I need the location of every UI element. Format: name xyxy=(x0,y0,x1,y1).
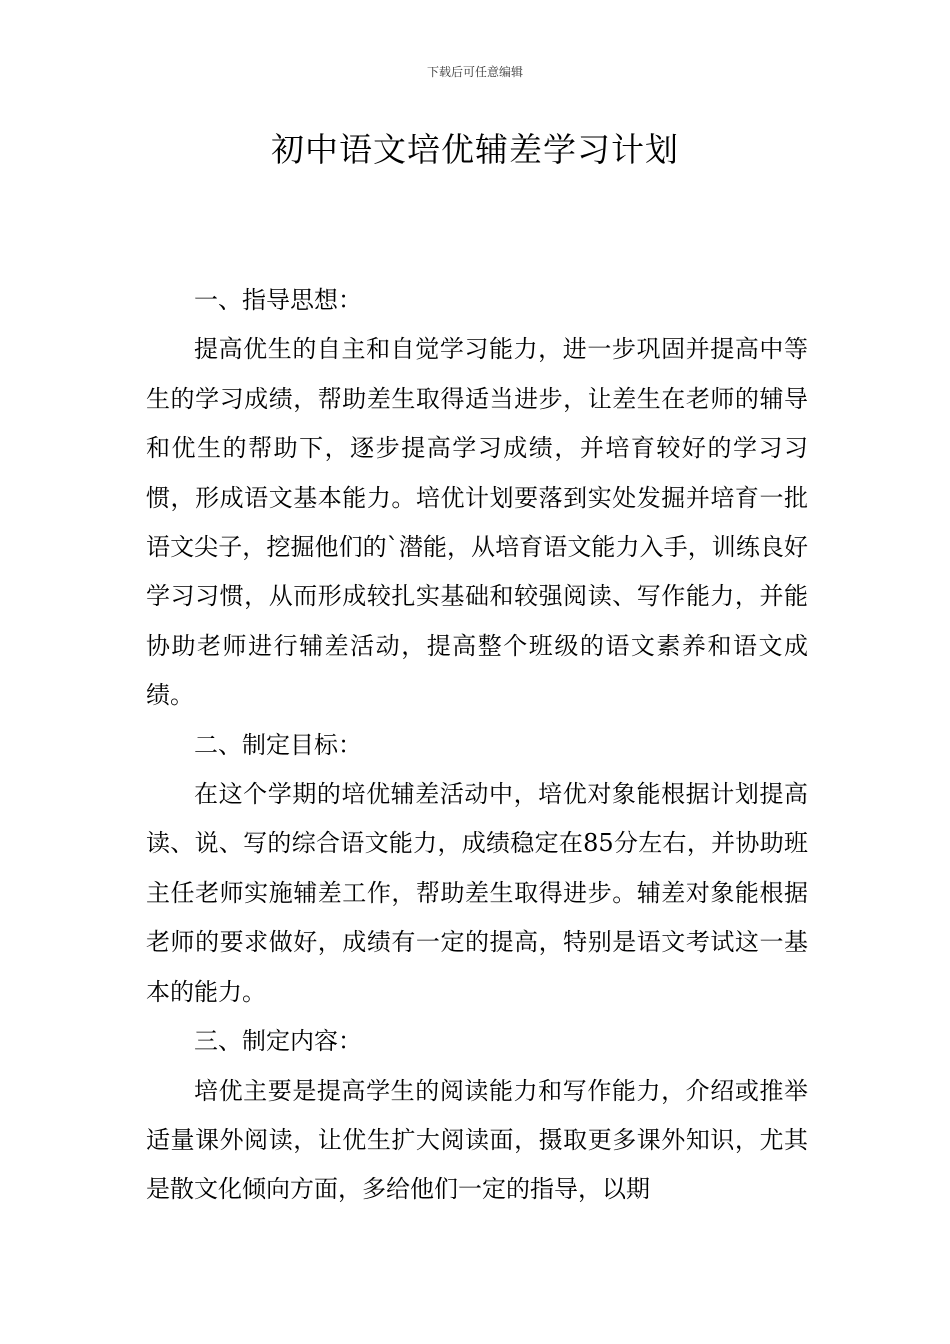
document-body xyxy=(146,276,808,1215)
section-heading-content: 三、制定内容： xyxy=(194,1027,362,1056)
section-paragraph-goals: 在这个学期的培优辅差活动中，培优对象能根据计划提高读、说、写的综合语文能力，成绩稳定在85分左右，并协助班主任老师实施辅差工作，帮助差生取得进步。辅差对象能根据老师的要求做好，成绩有一定的提高，特别是语文考试这一基本的能力。 xyxy=(146,780,808,1006)
section-heading-guiding-ideology: 一、指导思想： xyxy=(194,286,362,314)
document-title: 初中语文培优辅差学习计划 xyxy=(271,130,679,169)
section-paragraph-guiding-ideology: 提高优生的自主和自觉学习能力，进一步巩固并提高中等生的学习成绩，帮助差生取得适当进步，让差生在老师的辅导和优生的帮助下，逐步提高学习成绩，并培育较好的学习习惯，形成语文基本能力。培优计划要落到实处发掘并培育一批语文尖子，挖掘他们的`潜能，从培育语文能力入手，训练良好学习习惯，从而形成较扎实基础和较强阅读、写作能力，并能协助老师进行辅差活动，提高整个班级的语文素养和语文成绩。 xyxy=(146,335,808,710)
section-paragraph-content: 培优主要是提高学生的阅读能力和写作能力，介绍或推举适量课外阅读，让优生扩大阅读面，摄取更多课外知识，尤其是散文化倾向方面，多给他们一定的指导，以期 xyxy=(146,1076,808,1204)
section-heading-goals: 二、制定目标： xyxy=(194,730,362,759)
header-note: 下载后可任意编辑 xyxy=(426,65,523,79)
